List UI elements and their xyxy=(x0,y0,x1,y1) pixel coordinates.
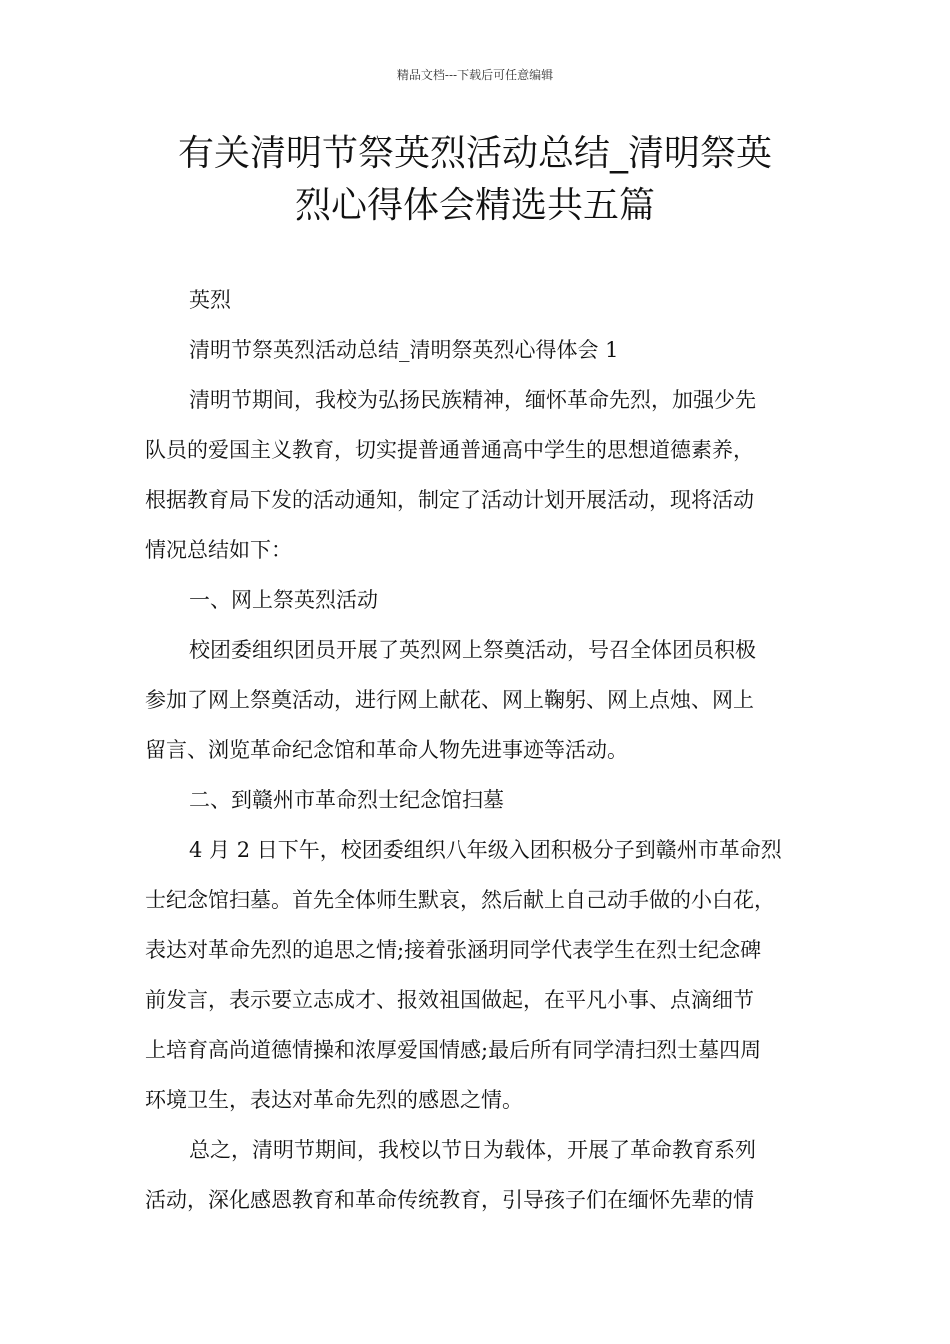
body-line: 表达对革命先烈的追思之情;接着张涵玥同学代表学生在烈士纪念碑 xyxy=(145,938,762,962)
body-line: 二、到赣州市革命烈士纪念馆扫墓 xyxy=(189,788,504,812)
body-line: 环境卫生，表达对革命先烈的感恩之情。 xyxy=(145,1088,523,1112)
body-line: 情况总结如下： xyxy=(145,538,292,562)
document-body xyxy=(145,275,817,1225)
body-line: 士纪念馆扫墓。首先全体师生默哀，然后献上自己动手做的小白花， xyxy=(145,888,775,912)
body-line: 英烈 xyxy=(189,288,231,312)
title-line: 烈心得体会精选共五篇 xyxy=(294,185,655,226)
body-line: 队员的爱国主义教育，切实提普通普通高中学生的思想道德素养， xyxy=(145,438,754,462)
body-line: 一、网上祭英烈活动 xyxy=(189,588,378,612)
body-line: 总之，清明节期间，我校以节日为载体，开展了革命教育系列 xyxy=(189,1138,756,1162)
body-line: 参加了网上祭奠活动，进行网上献花、网上鞠躬、网上点烛、网上 xyxy=(145,688,754,712)
body-line: 校团委组织团员开展了英烈网上祭奠活动，号召全体团员积极 xyxy=(189,638,756,662)
body-line: 4 月 2 日下午，校团委组织八年级入团积极分子到赣州市革命烈 xyxy=(189,838,782,862)
header-watermark: 精品文档---下载后可任意编辑 xyxy=(396,68,554,82)
body-line: 活动，深化感恩教育和革命传统教育，引导孩子们在缅怀先辈的情 xyxy=(145,1188,754,1212)
body-line: 前发言，表示要立志成才、报效祖国做起，在平凡小事、点滴细节 xyxy=(145,988,754,1012)
title-line: 有关清明节祭英烈活动总结_清明祭英 xyxy=(177,133,772,174)
body-line: 清明节祭英烈活动总结_清明祭英烈心得体会 1 xyxy=(189,338,619,362)
body-line: 留言、浏览革命纪念馆和革命人物先进事迹等活动。 xyxy=(145,738,628,762)
body-line: 上培育高尚道德情操和浓厚爱国情感;最后所有同学清扫烈士墓四周 xyxy=(145,1038,762,1062)
body-line: 根据教育局下发的活动通知，制定了活动计划开展活动，现将活动 xyxy=(145,488,754,512)
document-title xyxy=(140,128,810,232)
body-line: 清明节期间，我校为弘扬民族精神，缅怀革命先烈，加强少先 xyxy=(189,388,756,412)
